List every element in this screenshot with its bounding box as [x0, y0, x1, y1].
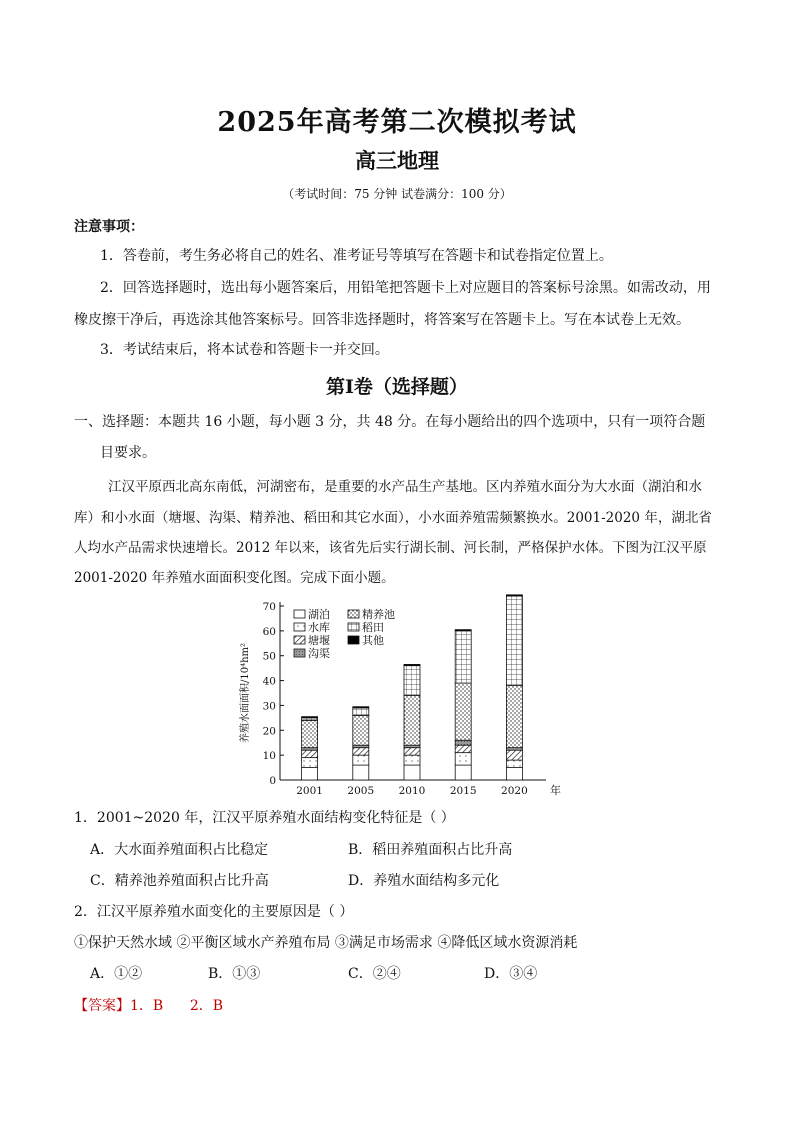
question-1-option-a: A．大水面养殖面积占比稳定 [90, 842, 269, 858]
y-tick-label-20: 20 [262, 725, 276, 738]
legend-swatch-湖泊 [294, 610, 305, 618]
bar-2015-水库 [455, 753, 471, 765]
bar-2010-其他 [404, 664, 420, 665]
bar-2001-塘堰 [302, 750, 318, 757]
bar-2020-其他 [506, 595, 522, 596]
section-instruction-cont: 目要求。 [100, 445, 156, 461]
answer-label: 【答案】 [74, 998, 130, 1014]
bar-2015-稻田 [455, 631, 471, 683]
section-instruction: 一、选择题：本题共 16 小题，每小题 3 分，共 48 分。在每小题给出的四个选项中，只有一项符合题 [74, 414, 706, 430]
legend-label-精养池: 精养池 [362, 608, 395, 621]
x-tick-label-2015: 2015 [449, 785, 477, 797]
question-2-option-a: A．①② [90, 966, 143, 982]
notice-item-3: 3．考试结束后，将本试卷和答题卡一并交回。 [100, 342, 389, 358]
section-title: 第Ⅰ卷（选择题） [326, 376, 468, 398]
passage-line-3: 人均水产品需求快速增长。2012 年以来，该省先后实行湖长制、河长制，严格保护水体。下图为江汉平原 [74, 540, 707, 556]
exam-info: （考试时间：75 分钟 试卷满分：100 分） [282, 187, 512, 201]
notice-heading: 注意事项： [74, 219, 144, 235]
subject-title: 高三地理 [355, 148, 439, 173]
bar-2010-稻田 [404, 666, 420, 696]
legend-label-稻田: 稻田 [362, 621, 384, 634]
bar-2015-沟渠 [455, 740, 471, 745]
bar-2010-湖泊 [404, 765, 420, 780]
x-axis-label: 年 [550, 784, 561, 797]
bar-2005-湖泊 [353, 765, 369, 780]
question-1-stem: 1．2001~2020 年，江汉平原养殖水面结构变化特征是（ ） [74, 810, 455, 826]
x-tick-label-2001: 2001 [296, 785, 323, 797]
question-1-option-d: D．养殖水面结构多元化 [348, 873, 500, 889]
bar-2010-精养池 [404, 695, 420, 745]
bar-2001-其他 [302, 717, 318, 718]
legend-label-其他: 其他 [362, 634, 384, 647]
x-tick-label-2010: 2010 [398, 785, 426, 797]
y-tick-label-0: 0 [269, 775, 276, 787]
bar-2010-塘堰 [404, 748, 420, 755]
answer-text: 1．B 2．B [130, 998, 224, 1014]
y-tick-label-60: 60 [262, 625, 276, 638]
y-tick-label-50: 50 [262, 650, 276, 663]
question-2-option-d: D．③④ [484, 966, 538, 982]
bar-2015-其他 [455, 630, 471, 631]
bar-2005-稻田 [353, 708, 369, 715]
question-2-option-c: C．②④ [348, 966, 401, 982]
bar-2020-湖泊 [506, 768, 522, 780]
bar-2001-湖泊 [302, 768, 318, 780]
legend-swatch-稻田 [348, 623, 359, 631]
legend-label-湖泊: 湖泊 [308, 608, 330, 621]
bar-2015-塘堰 [455, 745, 471, 752]
question-1-option-c: C．精养池养殖面积占比升高 [90, 873, 269, 889]
bar-2001-水库 [302, 758, 318, 768]
legend-label-沟渠: 沟渠 [308, 647, 330, 660]
legend-swatch-其他 [348, 636, 359, 644]
answer [74, 996, 223, 1016]
legend-swatch-水库 [294, 623, 305, 631]
y-axis-label: 养殖水面面积/10⁴hm² [240, 642, 251, 744]
bar-2020-精养池 [506, 686, 522, 748]
y-tick-label-30: 30 [262, 700, 276, 713]
aquaculture-area-chart [236, 594, 576, 806]
y-tick-label-40: 40 [262, 675, 276, 688]
bar-2005-水库 [353, 755, 369, 765]
bar-2020-稻田 [506, 596, 522, 685]
passage-line-4: 2001-2020 年养殖水面面积变化图。完成下面小题。 [74, 570, 395, 586]
bar-2005-其他 [353, 707, 369, 708]
bar-2001-精养池 [302, 720, 318, 747]
legend-label-水库: 水库 [308, 621, 330, 634]
notice-item-2-cont: 橡皮擦干净后，再选涂其他答案标号。回答非选择题时，将答案写在答题卡上。写在本试卷上无效。 [74, 312, 690, 328]
question-2-stem: 2．江汉平原养殖水面变化的主要原因是（ ） [74, 904, 354, 920]
y-tick-label-70: 70 [262, 601, 276, 613]
question-2-statements: ①保护天然水域 ②平衡区域水产养殖布局 ③满足市场需求 ④降低区域水资源消耗 [74, 935, 578, 951]
bar-2005-塘堰 [353, 748, 369, 755]
bar-2020-塘堰 [506, 750, 522, 760]
notice-item-1: 1．答卷前，考生务必将自己的姓名、准考证号等填写在答题卡和试卷指定位置上。 [100, 248, 613, 264]
question-2-option-b: B．①③ [208, 966, 261, 982]
bar-2010-水库 [404, 755, 420, 765]
legend-swatch-沟渠 [294, 649, 305, 657]
y-tick-label-10: 10 [262, 750, 276, 763]
bar-2015-精养池 [455, 683, 471, 740]
passage-line-2: 库）和小水面（塘堰、沟渠、精养池、稻田和其它水面），小水面养殖需频繁换水。2001-2020 年，湖北省 [74, 510, 712, 526]
bar-2020-水库 [506, 760, 522, 767]
legend-swatch-精养池 [348, 610, 359, 618]
exam-title: 2025年高考第二次模拟考试 [217, 107, 577, 138]
x-tick-label-2005: 2005 [347, 785, 375, 797]
legend-label-塘堰: 塘堰 [308, 634, 330, 647]
notice-item-2: 2．回答选择题时，选出每小题答案后，用铅笔把答题卡上对应题目的答案标号涂黑。如需改动，用 [100, 280, 711, 296]
question-1-option-b: B．稻田养殖面积占比升高 [348, 842, 513, 858]
bar-2015-湖泊 [455, 765, 471, 780]
bar-2005-精养池 [353, 715, 369, 745]
passage-line-1: 江汉平原西北高东南低，河湖密布，是重要的水产品生产基地。区内养殖水面分为大水面（湖泊和水 [108, 479, 702, 495]
x-tick-label-2020: 2020 [501, 785, 528, 797]
legend-swatch-塘堰 [294, 636, 305, 644]
